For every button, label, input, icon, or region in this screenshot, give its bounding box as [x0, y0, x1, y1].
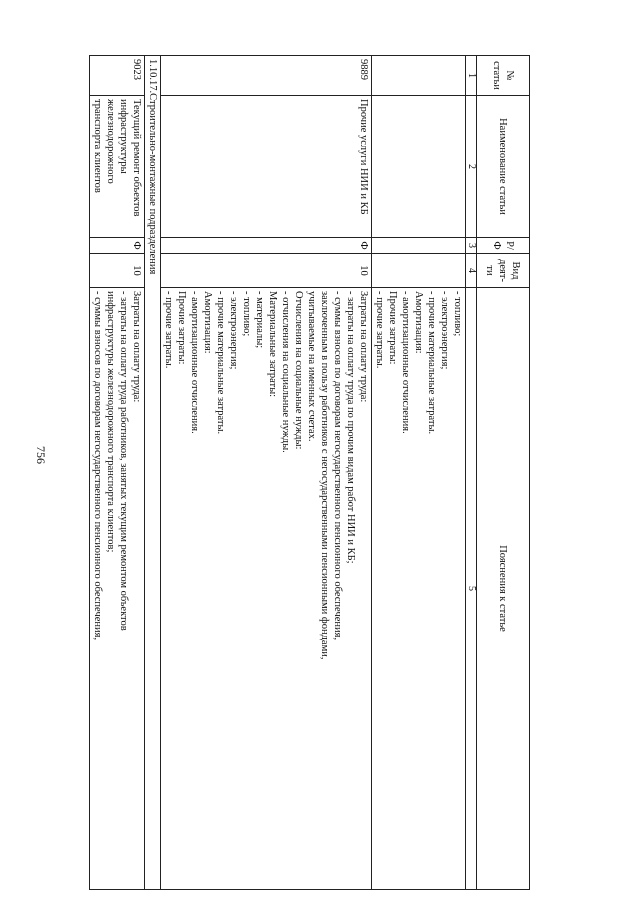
- description-line: - отчисления на социальные нужды.: [280, 291, 291, 453]
- column-number: 4: [466, 254, 477, 288]
- cell-empty: [372, 96, 466, 238]
- description-line: - затраты на оплату труда по прочим видам работ НИИ и КБ;: [345, 291, 356, 564]
- description-line: - затраты на оплату труда работников, занятых текущим ремонтом объектов: [118, 291, 129, 631]
- description-line: - топливо;: [452, 291, 463, 337]
- cell-rf: Ф: [90, 238, 145, 254]
- column-number: 1: [466, 56, 477, 96]
- cell-article-number: 9023: [90, 56, 145, 96]
- section-row: [145, 56, 161, 890]
- description-line: - суммы взносов по договорам негосударственного пенсионного обеспечения,: [332, 291, 343, 641]
- description-line: Амортизация:: [202, 291, 213, 354]
- name-line: инфраструктуры: [118, 99, 129, 174]
- header-rf: Р/ Ф: [477, 238, 530, 254]
- column-number: 2: [466, 96, 477, 238]
- cell-article-number: 9889: [161, 56, 372, 96]
- table-row-9889: [161, 56, 372, 890]
- cell-description: [372, 288, 466, 890]
- cell-empty: [372, 238, 466, 254]
- description-line: - суммы взносов по договорам негосударственного пенсионного обеспечения,: [92, 291, 103, 641]
- description-line: - материалы;: [254, 291, 265, 349]
- cell-activity-type: 10: [161, 254, 372, 288]
- name-line: транспорта клиентов: [92, 99, 103, 193]
- rotated-table-wrapper: [80, 55, 530, 890]
- cell-activity-type: 10: [90, 254, 145, 288]
- cell-description: [90, 288, 145, 890]
- header-activity-type: Вид деят-ти: [477, 254, 530, 288]
- description-line: - прочие затраты.: [163, 291, 174, 369]
- cell-description: [161, 288, 372, 890]
- column-number-row: [466, 56, 477, 890]
- header-article-name: Наименование статьи: [477, 96, 530, 238]
- description-line: инфраструктуры железнодорожного транспорта клиентов;: [105, 291, 116, 553]
- cell-article-name: [90, 96, 145, 238]
- description-line: Амортизация:: [413, 291, 424, 354]
- cell-article-name: Прочие услуги НИИ и КБ: [161, 96, 372, 238]
- column-number: 5: [466, 288, 477, 890]
- page-number: 756: [34, 446, 48, 464]
- articles-table: [89, 55, 530, 890]
- description-line: - прочие затраты.: [374, 291, 385, 369]
- description-line: заключенным в пользу работников с негосударственными пенсионными фондами,: [319, 291, 330, 660]
- section-heading: 1.10.17.Строительно-монтажные подразделения: [145, 56, 161, 890]
- cell-empty: [372, 254, 466, 288]
- cell-empty: [372, 56, 466, 96]
- description-line: - прочие материальные затраты.: [215, 291, 226, 435]
- description-line: - электроэнергия;: [228, 291, 239, 370]
- name-line: железнодорожного: [105, 99, 116, 184]
- description-line: Затраты на оплату труда:: [358, 291, 369, 403]
- description-line: Затраты на оплату труда:: [131, 291, 142, 403]
- description-line: - амортизационные отчисления.: [400, 291, 411, 434]
- description-line: - топливо;: [241, 291, 252, 337]
- description-line: - амортизационные отчисления.: [189, 291, 200, 434]
- header-article-number: № статьи: [477, 56, 530, 96]
- description-line: учитываемые на именных счетах.: [306, 291, 317, 442]
- description-line: - прочие материальные затраты.: [426, 291, 437, 435]
- name-line: Текущий ремонт объектов: [131, 99, 142, 217]
- column-number: 3: [466, 238, 477, 254]
- description-line: Прочие затраты:: [176, 291, 187, 365]
- description-line: Отчисления на социальные нужды:: [293, 291, 304, 450]
- table-row-9023: [90, 56, 145, 890]
- header-description: Пояснения к статье: [477, 288, 530, 890]
- table-header-row: [477, 56, 530, 890]
- description-line: Материальные затраты:: [267, 291, 278, 398]
- table-row-continuation: [372, 56, 466, 890]
- description-line: - электроэнергия;: [439, 291, 450, 370]
- description-line: Прочие затраты:: [387, 291, 398, 365]
- cell-rf: Ф: [161, 238, 372, 254]
